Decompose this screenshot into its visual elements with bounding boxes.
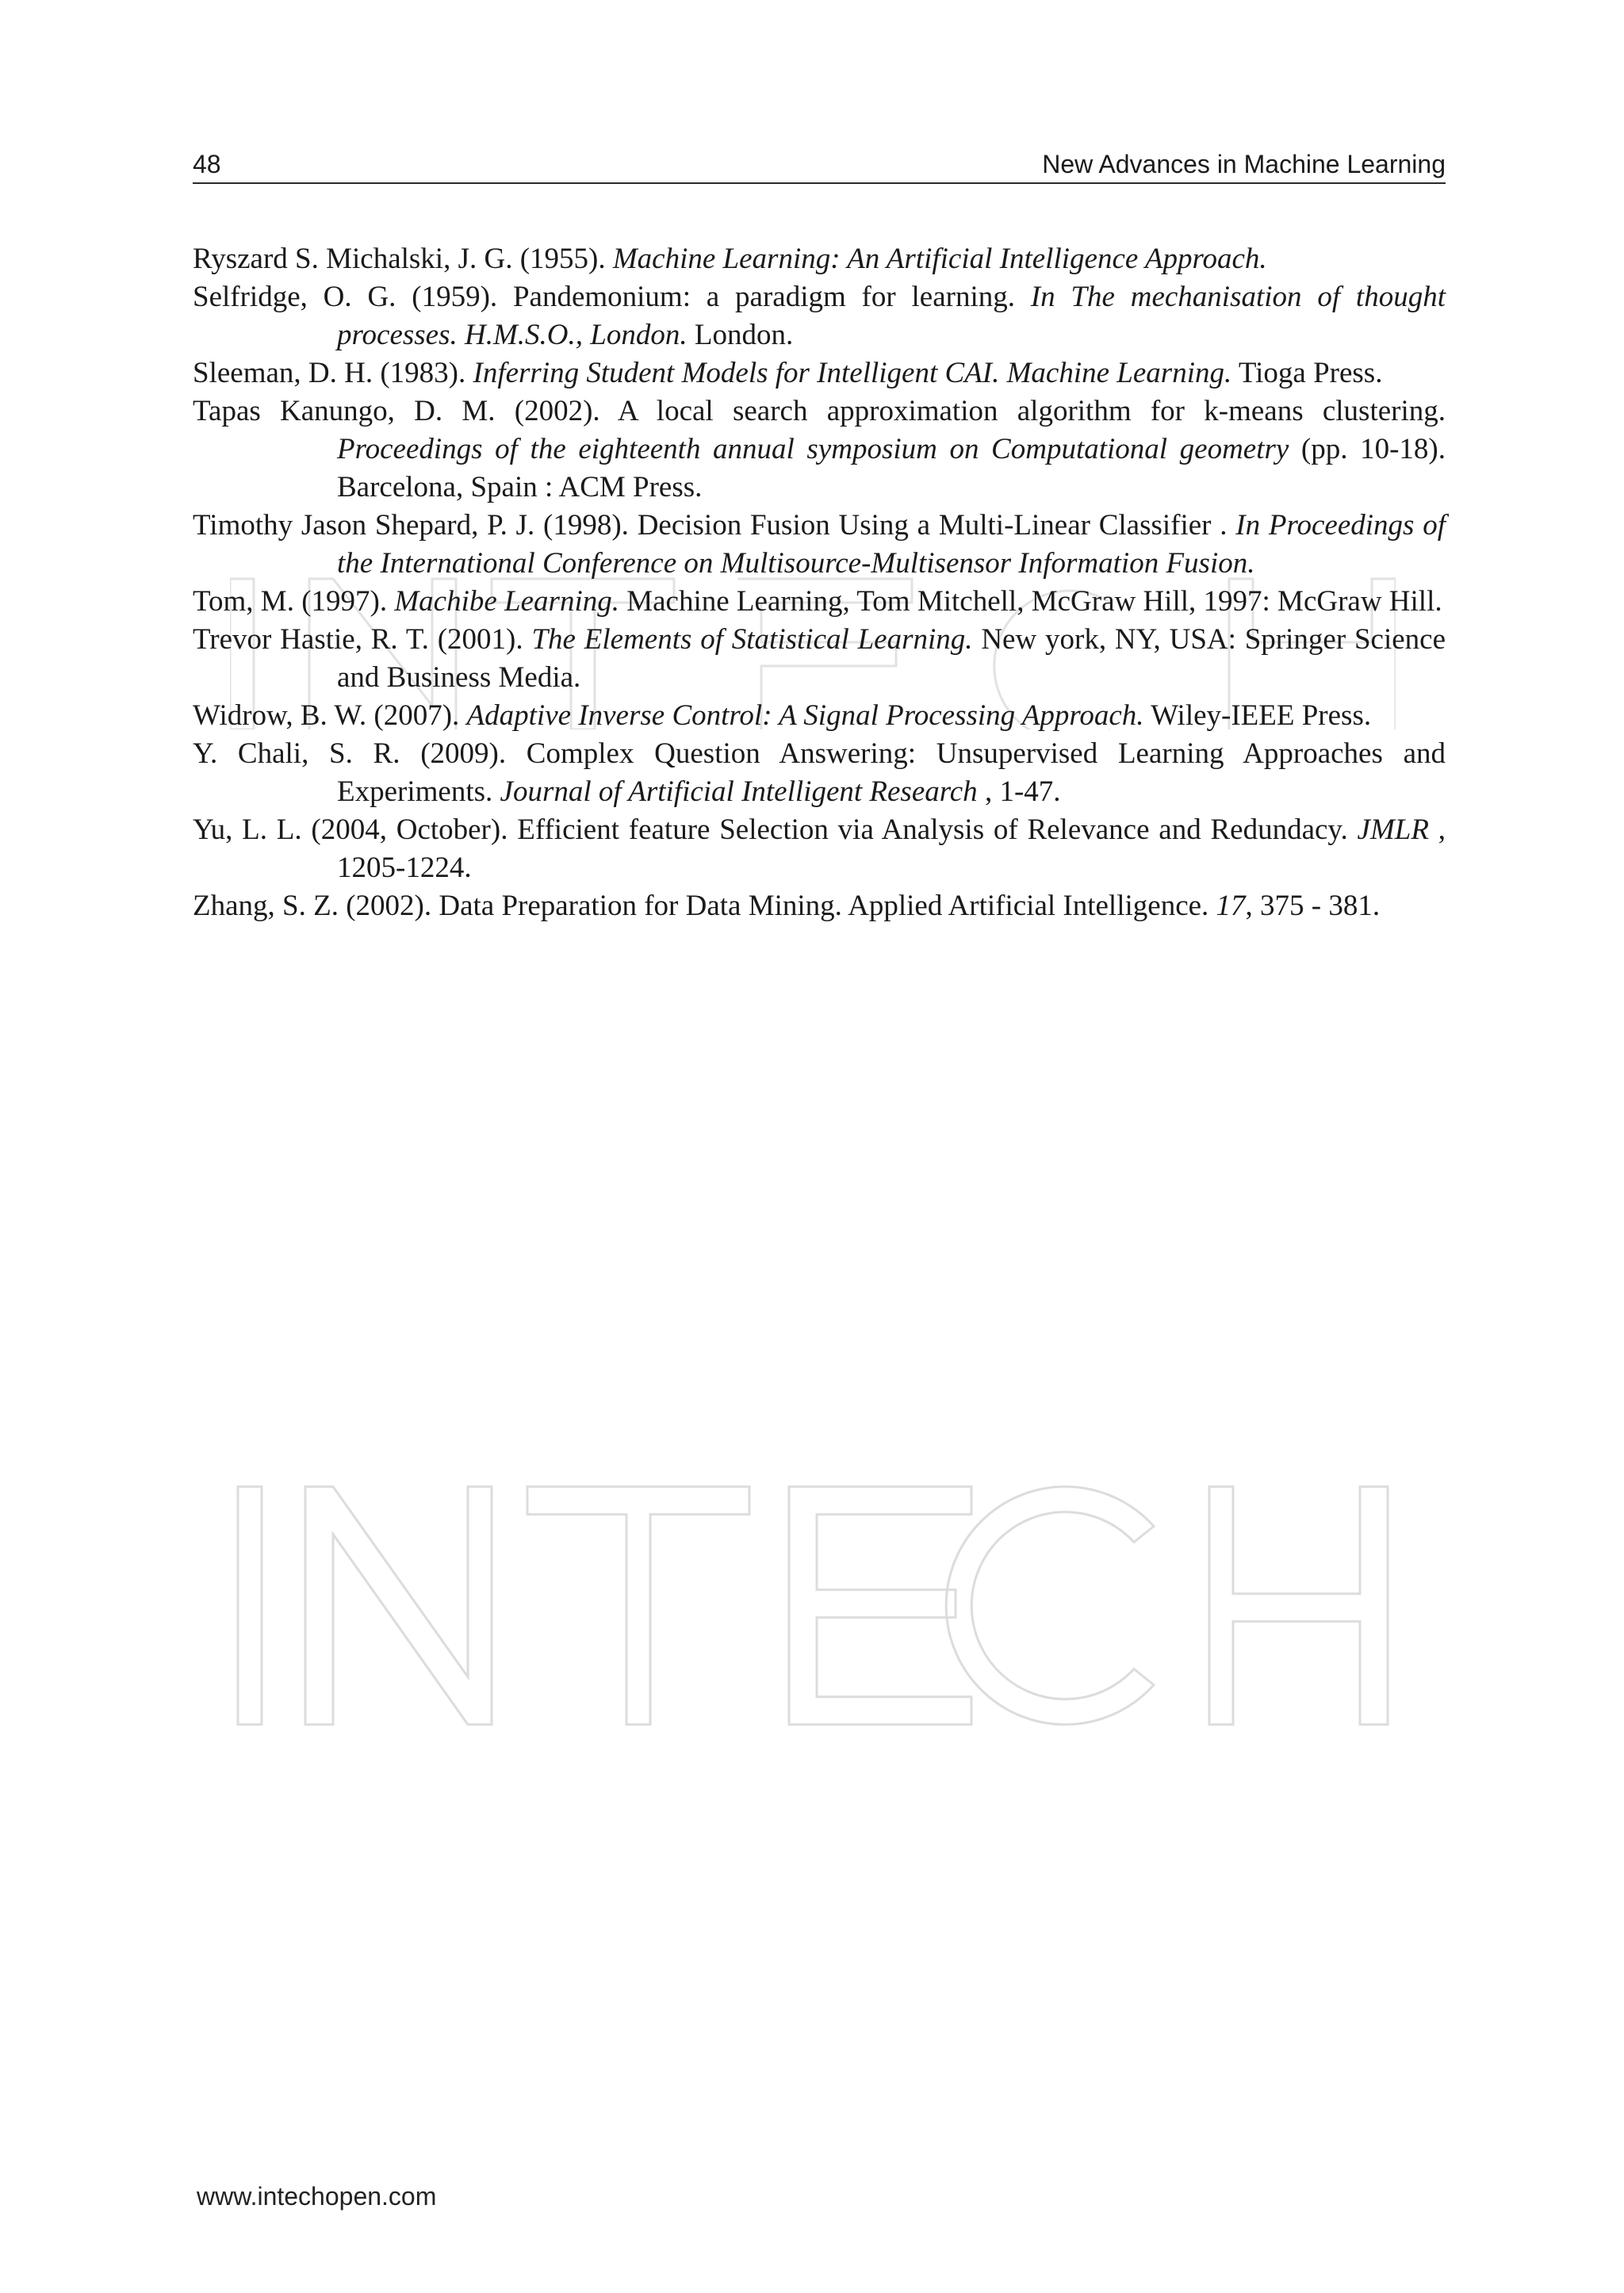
reference-text: Zhang, S. Z. (2002). Data Preparation for Data Mining. Applied Artificial Intelligence.	[193, 890, 1216, 922]
reference-italic-text: Machine Learning: An Artificial Intelligence Approach.	[612, 243, 1267, 275]
reference-list	[193, 240, 1446, 925]
page-number: 48	[193, 150, 221, 178]
reference-text: (pp. 10-18). Barcelona, Spain : ACM Press.	[337, 433, 1446, 503]
reference-entry	[193, 697, 1446, 735]
reference-text: Yu, L. L. (2004, October). Efficient feature Selection via Analysis of Relevance and Redundacy.	[193, 813, 1358, 846]
reference-italic-text: JMLR	[1357, 813, 1429, 846]
reference-text: , 1205-1224.	[337, 813, 1446, 884]
reference-text: New york, NY, USA: Springer Science and Business Media.	[337, 623, 1446, 694]
reference-entry	[193, 621, 1446, 697]
reference-entry	[193, 354, 1446, 392]
reference-entry	[193, 735, 1446, 811]
reference-italic-text: In Proceedings of the International Conference on Multisource-Multisensor Information Fusion.	[337, 509, 1446, 580]
reference-entry	[193, 240, 1446, 278]
reference-text: Ryszard S. Michalski, J. G. (1955).	[193, 243, 613, 275]
reference-entry	[193, 887, 1446, 925]
running-title: New Advances in Machine Learning	[1042, 150, 1446, 178]
reference-text: Trevor Hastie, R. T. (2001).	[193, 623, 532, 656]
reference-italic-text: In The mechanisation of thought processes. H.M.S.O., London.	[337, 281, 1446, 351]
reference-italic-text: The Elements of Statistical Learning.	[531, 623, 973, 656]
reference-italic-text: Adaptive Inverse Control: A Signal Processing Approach.	[466, 699, 1144, 732]
reference-entry	[193, 583, 1446, 621]
reference-italic-text: Machibe Learning.	[394, 585, 619, 618]
watermark-logo	[230, 1479, 1396, 1732]
reference-entry	[193, 278, 1446, 354]
reference-italic-text: Proceedings of the eighteenth annual symposium on Computational geometry	[337, 433, 1289, 465]
footer-url: www.intechopen.com	[197, 2182, 437, 2211]
reference-text: Tom, M. (1997).	[193, 585, 395, 618]
reference-entry	[193, 392, 1446, 507]
page-header	[193, 146, 1446, 184]
reference-entry	[193, 811, 1446, 887]
reference-italic-text: Journal of Artificial Intelligent Research	[500, 775, 978, 808]
reference-text: Machine Learning, Tom Mitchell, McGraw Hill, 1997: McGraw Hill.	[619, 585, 1442, 618]
reference-text: Y. Chali, S. R. (2009). Complex Question Answering: Unsupervised Learning Approaches and Experiments.	[193, 737, 1446, 808]
reference-text: , 1-47.	[977, 775, 1061, 808]
reference-text: London.	[687, 319, 794, 351]
reference-text: , 375 - 381.	[1245, 890, 1381, 922]
reference-text: Tapas Kanungo, D. M. (2002). A local search approximation algorithm for k-means clustering.	[193, 395, 1446, 427]
reference-text: Wiley-IEEE Press.	[1143, 699, 1372, 732]
reference-text: Tioga Press.	[1231, 357, 1383, 389]
reference-italic-text: 17	[1216, 890, 1246, 922]
reference-italic-text: Inferring Student Models for Intelligent CAI. Machine Learning.	[473, 357, 1232, 389]
reference-text: Timothy Jason Shepard, P. J. (1998). Decision Fusion Using a Multi-Linear Classifier .	[193, 509, 1236, 542]
reference-text: Sleeman, D. H. (1983).	[193, 357, 473, 389]
reference-text: Selfridge, O. G. (1959). Pandemonium: a paradigm for learning.	[193, 281, 1031, 313]
reference-text: Widrow, B. W. (2007).	[193, 699, 467, 732]
reference-entry	[193, 507, 1446, 583]
